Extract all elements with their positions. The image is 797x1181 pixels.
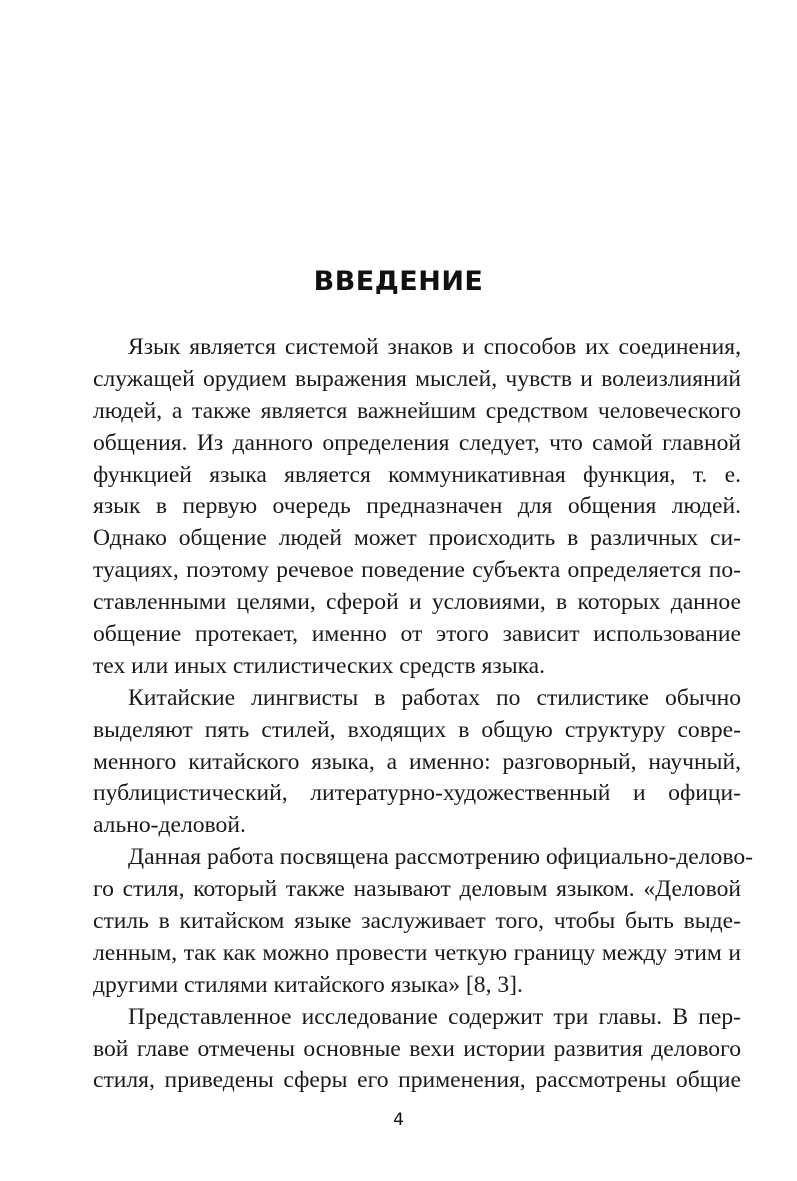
paragraph-4-line-3: стиля, приведены сферы его применения, рассмотрены общие [93, 1067, 741, 1094]
paragraph-1-line-7: Однако общение людей может происходить в различных си- [93, 525, 741, 552]
paragraph-1-line-5: функцией языка является коммуникативная функция, т. е. [93, 461, 741, 488]
paragraph-1-line-6: язык в первую очередь предназначен для общения людей. [93, 493, 741, 520]
paragraph-3-line-3: стиль в китайском языке заслуживает того, чтобы быть выде- [93, 908, 741, 935]
paragraph-2-line-3: менного китайского языка, а именно: разговорный, научный, [93, 748, 741, 775]
paragraph-2-line-1: Китайские лингвисты в работах по стилистике обычно [128, 684, 741, 711]
paragraph-2-line-5: ально-деловой. [93, 812, 246, 839]
paragraph-1-line-2: служащей орудием выражения мыслей, чувств и волеизлияний [93, 365, 741, 392]
paragraph-1-line-11: тех или иных стилистических средств языка. [93, 652, 546, 679]
paragraph-1-line-4: общения. Из данного определения следует, что самой главной [93, 429, 741, 456]
page-number: 4 [393, 1110, 404, 1130]
paragraph-3-line-1: Данная работа посвящена рассмотрению официально-делово- [128, 844, 753, 871]
paragraph-1-line-8: туациях, поэтому речевое поведение субъекта определяется по- [93, 557, 741, 584]
paragraph-1-line-3: людей, а также является важнейшим средством человеческого [93, 397, 741, 424]
paragraph-3-line-2: го стиля, который также называют деловым языком. «Деловой [93, 876, 741, 903]
paragraph-3-line-5: другими стилями китайского языка» [8, 3]. [93, 971, 523, 998]
paragraph-3-line-4: ленным, так как можно провести четкую границу между этим и [93, 939, 741, 966]
paragraph-1-line-10: общение протекает, именно от этого зависит использование [93, 621, 741, 648]
paragraph-1-line-9: ставленными целями, сферой и условиями, в которых данное [93, 589, 741, 616]
paragraph-2-line-2: выделяют пять стилей, входящих в общую структуру совре- [93, 716, 741, 743]
paragraph-2-line-4: публицистический, литературно-художественный и офици- [93, 780, 741, 807]
chapter-heading: ВВЕДЕНИЕ [313, 266, 484, 297]
body-text [93, 332, 753, 1097]
paragraph-4-line-2: вой главе отмечены основные вехи истории развития делового [93, 1035, 741, 1062]
paragraph-4-line-1: Представленное исследование содержит три главы. В пер- [128, 1003, 741, 1030]
paragraph-1-line-1: Язык является системой знаков и способов их соединения, [128, 334, 741, 360]
